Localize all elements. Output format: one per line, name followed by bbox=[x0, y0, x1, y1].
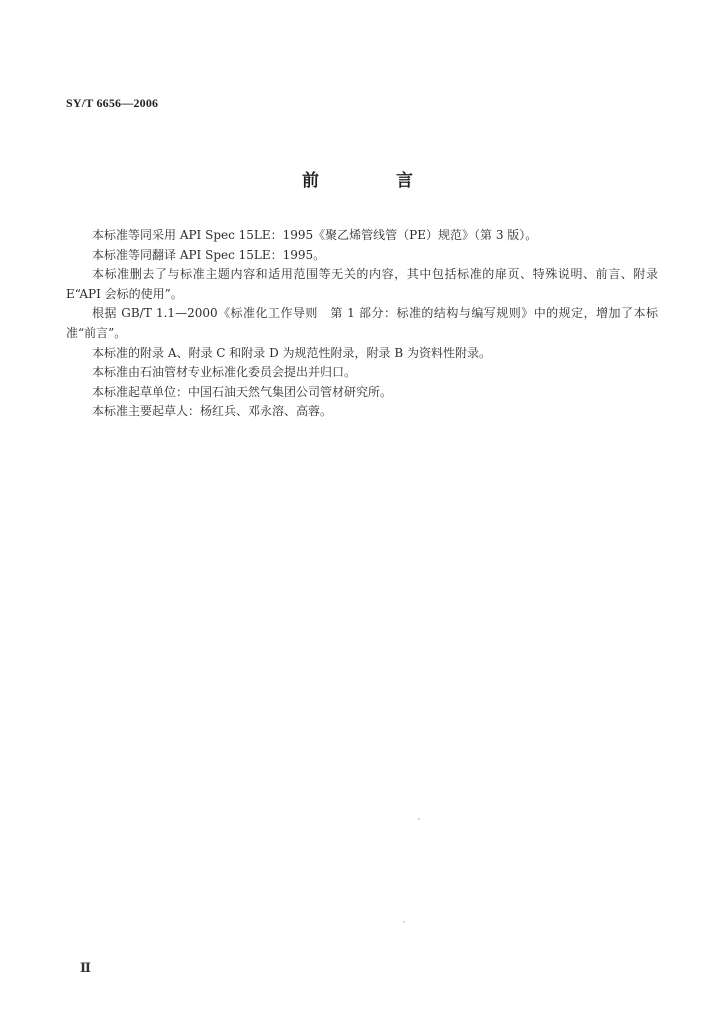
page-number: Ⅱ bbox=[80, 960, 91, 975]
paragraph: 本标准由石油管材专业标准化委员会提出并归口。 bbox=[92, 365, 357, 380]
scan-speck bbox=[418, 818, 420, 820]
paragraph: 本标准的附录 A、附录 C 和附录 D 为规范性附录，附录 B 为资料性附录。 bbox=[92, 345, 491, 360]
paragraph: 本标准删去了与标准主题内容和适用范围等无关的内容，其中包括标准的扉页、特殊说明、前言、附录 E“API 会标的使用”。 bbox=[66, 267, 658, 301]
paragraph: 本标准主要起草人：杨红兵、邓永溶、高蓉。 bbox=[92, 404, 333, 419]
paragraph: 本标准等同采用 API Spec 15LE：1995《聚乙烯管线管（PE）规范》（第 3 版）。 bbox=[92, 228, 538, 242]
paragraph: 本标准起草单位：中国石油天然气集团公司管材研究所。 bbox=[92, 384, 393, 399]
foreword-body bbox=[66, 226, 658, 422]
page-title: 前 言 bbox=[302, 171, 443, 191]
paragraph: 本标准等同翻译 API Spec 15LE：1995。 bbox=[92, 247, 326, 262]
scan-speck bbox=[403, 921, 405, 923]
standard-code: SY/T 6656—2006 bbox=[66, 96, 159, 110]
paragraph: 根据 GB/T 1.1—2000《标准化工作导则 第 1 部分：标准的结构与编写规则》中的规定，增加了本标准“前言”。 bbox=[66, 306, 658, 340]
